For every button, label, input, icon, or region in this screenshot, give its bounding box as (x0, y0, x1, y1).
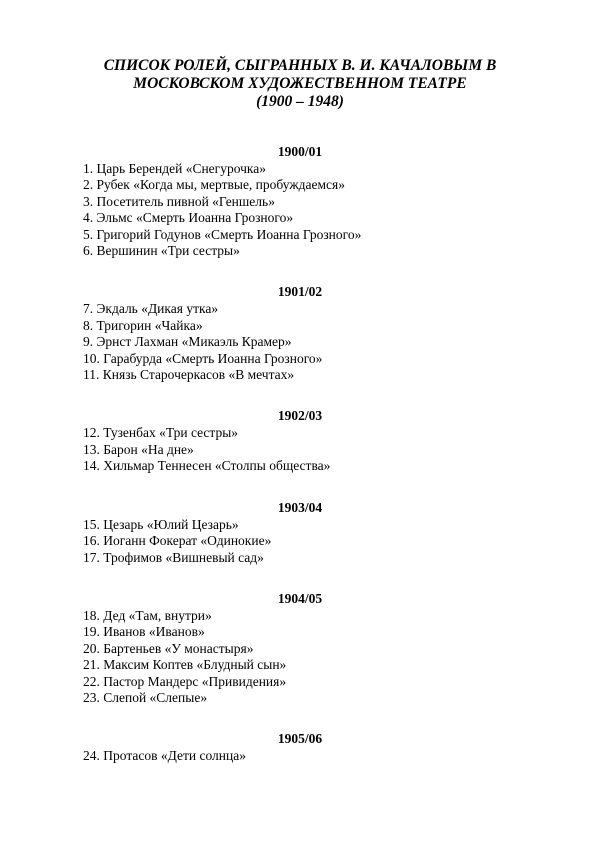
role-item: 10. Гарабурда «Смерть Иоанна Грозного» (83, 350, 323, 366)
role-item: 15. Цезарь «Юлий Цезарь» (83, 516, 239, 532)
document-title (0, 57, 600, 111)
season-heading: 1904/05 (277, 590, 323, 606)
role-item: 22. Пастор Мандерс «Привидения» (83, 673, 287, 689)
title-line: СПИСОК РОЛЕЙ, СЫГРАННЫХ В. И. КАЧАЛОВЫМ В (103, 57, 497, 74)
role-item: 1. Царь Берендей «Снегурочка» (83, 161, 266, 176)
role-item: 12. Тузенбах «Три сестры» (83, 425, 239, 441)
season-heading: 1902/03 (277, 408, 323, 424)
role-item: 19. Иванов «Иванов» (83, 624, 205, 640)
season-heading: 1901/02 (277, 284, 323, 300)
role-item: 2. Рубек «Когда мы, мертвые, пробуждаемся» (83, 177, 346, 193)
season-section (83, 283, 523, 383)
role-item: 23. Слепой «Слепые» (83, 689, 208, 705)
season-section (83, 590, 523, 706)
role-item: 11. Князь Старочеркасов «В мечтах» (83, 367, 295, 383)
season-heading: 1900/01 (277, 144, 323, 159)
role-item: 20. Бартеньев «У монастыря» (83, 640, 254, 656)
role-item: 6. Вершинин «Три сестры» (83, 243, 240, 259)
role-item: 4. Эльмс «Смерть Иоанна Грозного» (83, 210, 294, 226)
season-section (83, 499, 523, 566)
role-item: 8. Тригорин «Чайка» (83, 317, 203, 333)
role-item: 3. Посетитель пивной «Геншель» (83, 193, 275, 209)
role-item: 21. Максим Коптев «Блудный сын» (83, 657, 287, 673)
role-item: 7. Экдаль «Дикая утка» (83, 301, 219, 317)
role-item: 13. Барон «На дне» (83, 441, 194, 457)
role-item: 16. Иоганн Фокерат «Одинокие» (83, 533, 272, 549)
season-section (83, 730, 523, 764)
role-item: 9. Эрнст Лахман «Микаэль Крамер» (83, 334, 292, 350)
roles-list (83, 143, 523, 789)
role-item: 17. Трофимов «Вишневый сад» (83, 549, 264, 565)
season-section (83, 407, 523, 474)
role-item: 14. Хильмар Теннесен «Столпы общества» (83, 458, 331, 474)
season-heading: 1903/04 (277, 499, 323, 515)
role-item: 24. Протасов «Дети солнца» (83, 748, 246, 764)
season-heading: 1905/06 (277, 731, 323, 747)
title-line: МОСКОВСКОМ ХУДОЖЕСТВЕННОМ ТЕАТРЕ (133, 75, 467, 92)
title-years: (1900 – 1948) (256, 93, 344, 110)
season-section (83, 143, 523, 259)
role-item: 18. Дед «Там, внутри» (83, 607, 212, 623)
role-item: 5. Григорий Годунов «Смерть Иоанна Грозного» (83, 226, 362, 242)
